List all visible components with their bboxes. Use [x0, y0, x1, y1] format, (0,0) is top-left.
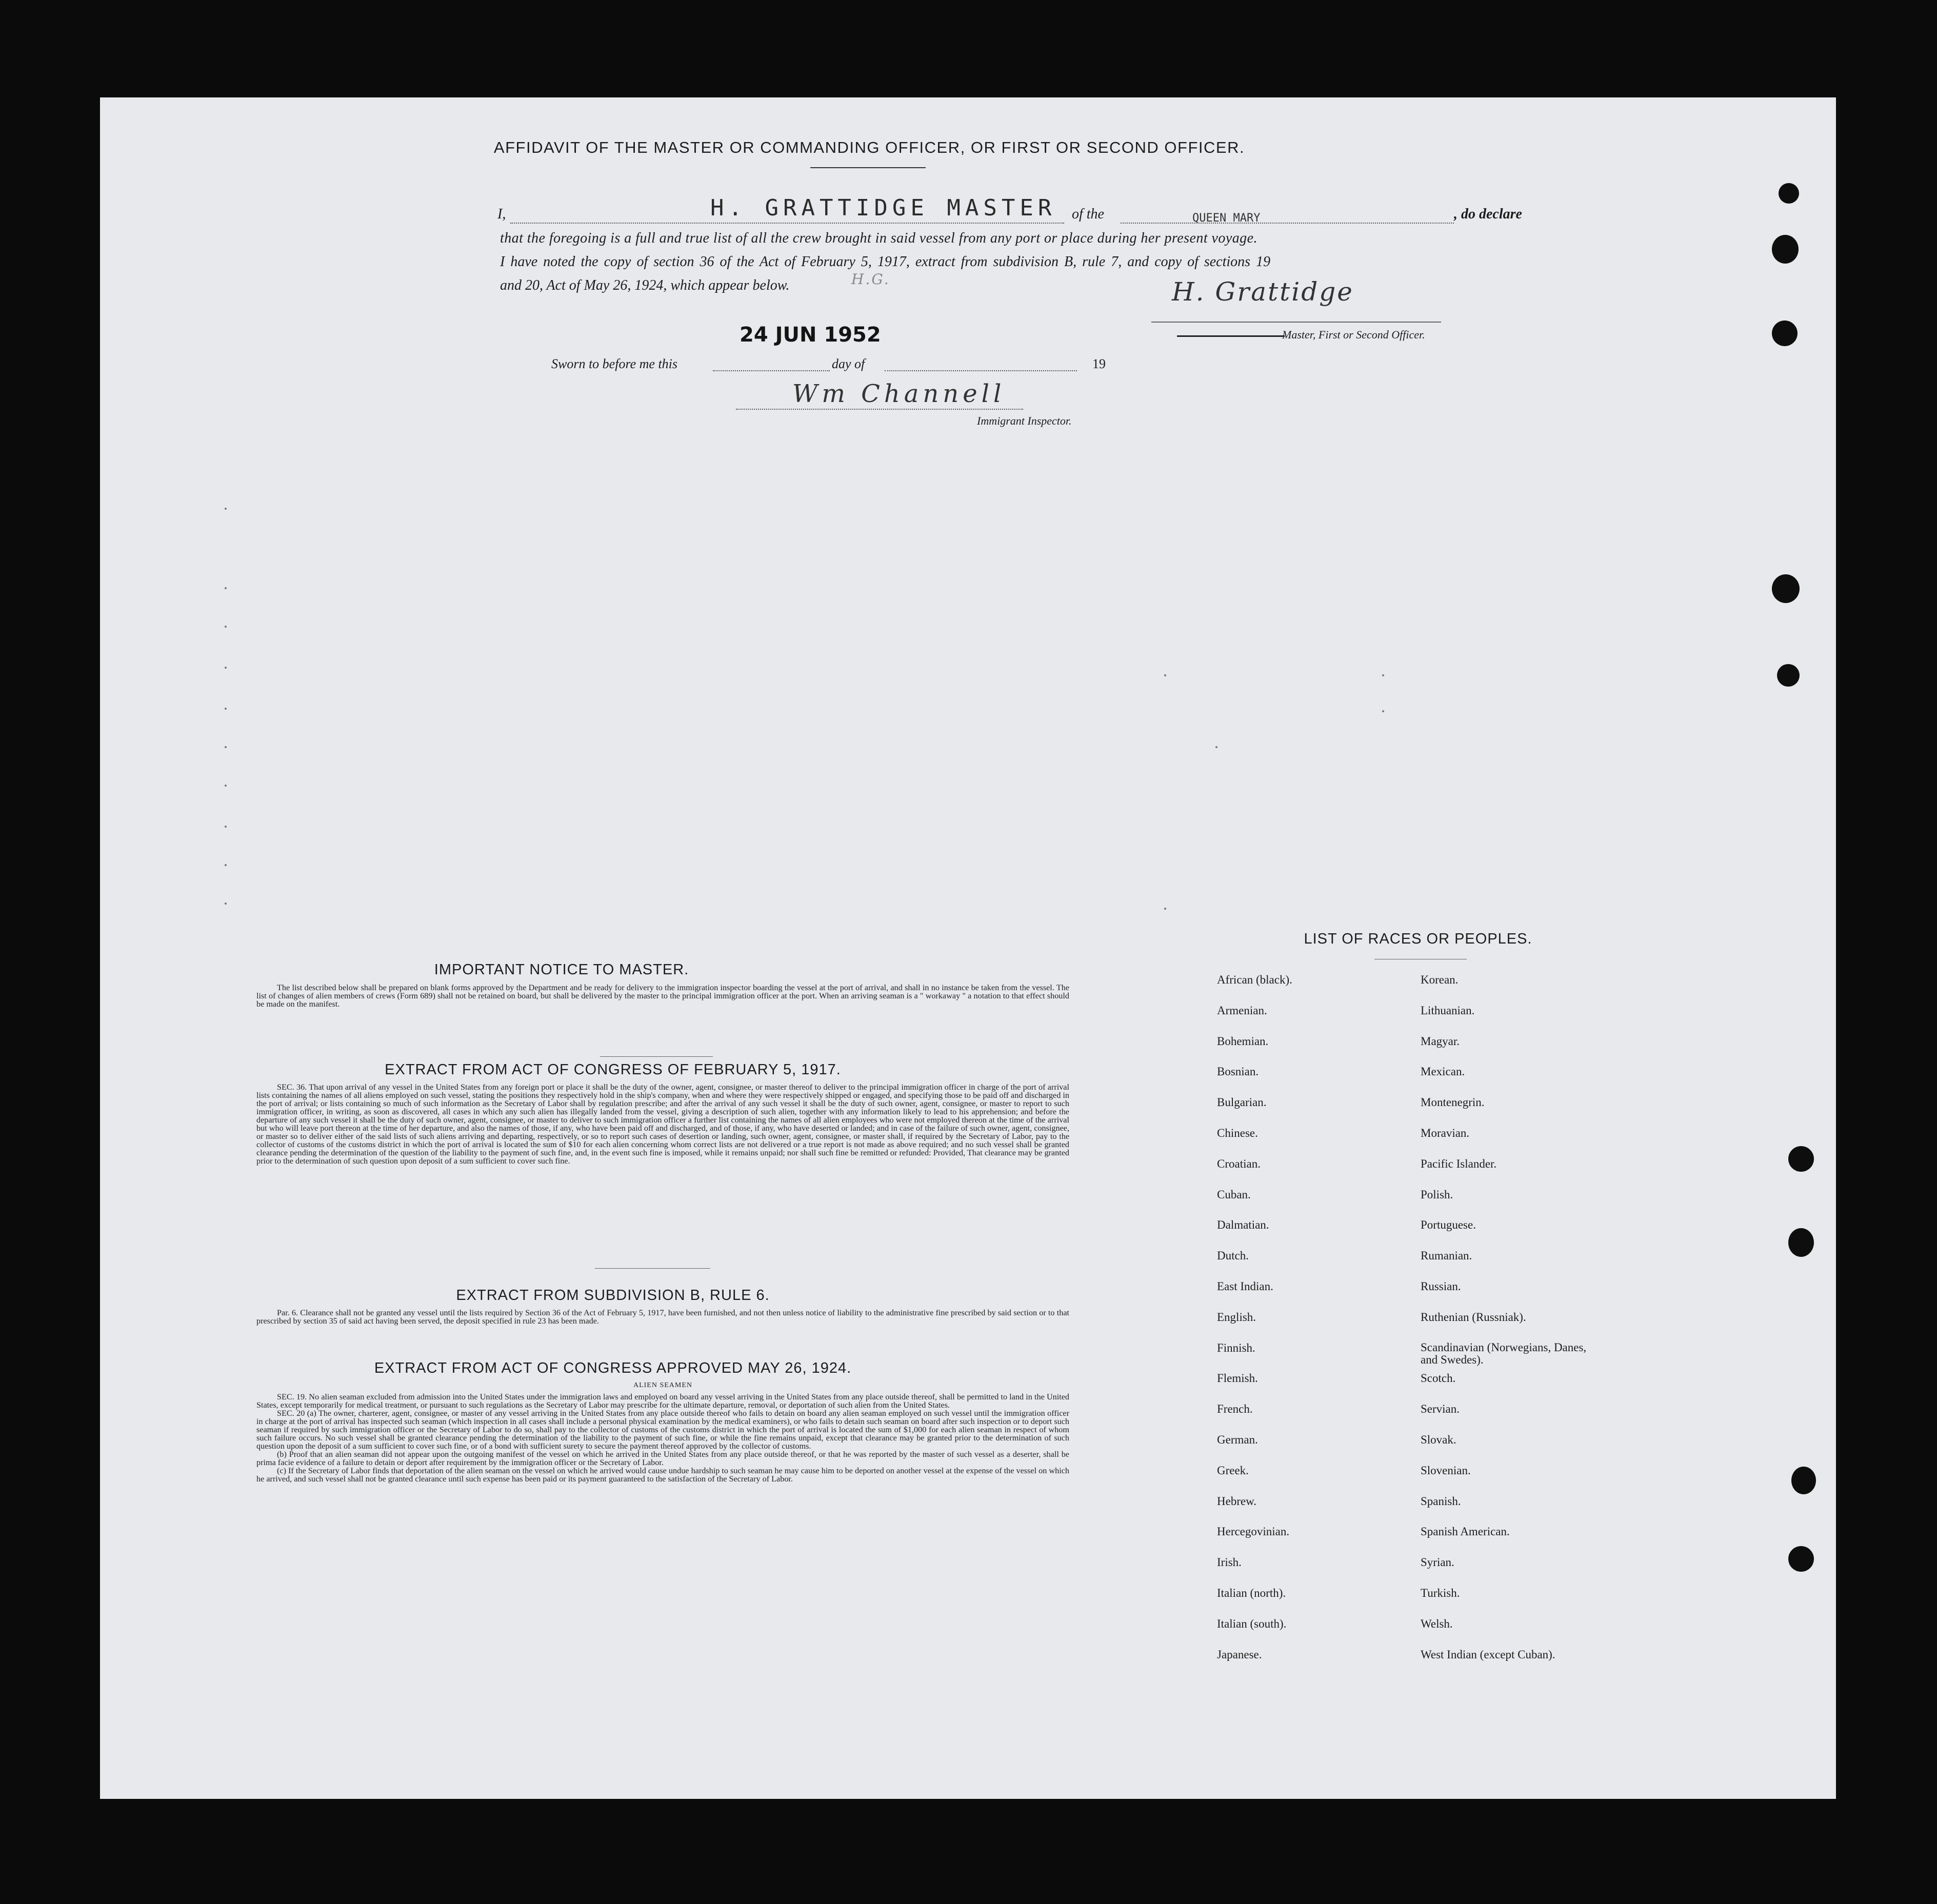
rule-6-title: EXTRACT FROM SUBDIVISION B, RULE 6. — [456, 1287, 770, 1304]
name-blank — [510, 223, 1064, 224]
rule-6-text — [256, 1309, 1069, 1325]
punch-hole — [1788, 1146, 1814, 1172]
signature-line — [1151, 322, 1441, 323]
punch-hole — [1777, 664, 1800, 687]
race-item: Ruthenian (Russniak). — [1421, 1310, 1526, 1324]
notice-text — [256, 984, 1069, 1008]
sworn-year: 19 — [1092, 356, 1106, 371]
inspector-signature: Wm Channell — [792, 379, 1006, 408]
master-label: Master, First or Second Officer. — [1282, 328, 1425, 341]
race-item: Irish. — [1217, 1556, 1242, 1569]
race-item: Magyar. — [1421, 1034, 1460, 1048]
sworn-month-blank — [885, 370, 1077, 371]
race-item: Russian. — [1421, 1279, 1461, 1293]
master-signature: H. Grattidge — [1172, 277, 1354, 307]
race-item: Portuguese. — [1421, 1218, 1476, 1232]
extract-1924-text — [256, 1379, 1069, 1483]
race-item: Scandinavian (Norwegians, Danes, and Swedes). — [1421, 1340, 1587, 1366]
race-item: Montenegrin. — [1421, 1096, 1485, 1109]
punch-hole — [1772, 235, 1799, 264]
inspector-signature-line — [736, 409, 1023, 410]
master-name-handwritten: H. GRATTIDGE MASTER — [710, 195, 1056, 221]
race-item: Polish. — [1421, 1188, 1453, 1201]
affidavit-line-2: that the foregoing is a full and true list of all the crew brought in said vessel from any port or place during her present voyage. — [500, 230, 1257, 246]
race-item: Dalmatian. — [1217, 1218, 1269, 1232]
race-item: Spanish. — [1421, 1494, 1461, 1508]
race-item: Hercegovinian. — [1217, 1525, 1290, 1538]
vessel-blank — [1121, 223, 1454, 224]
document-page — [100, 97, 1836, 1799]
races-right-column — [1421, 973, 1590, 1678]
race-item: Scotch. — [1421, 1372, 1456, 1385]
extract-1924-title: EXTRACT FROM ACT OF CONGRESS APPROVED MAY 26, 1924. — [374, 1360, 852, 1376]
sworn-text: Sworn to before me this — [551, 356, 678, 371]
section-19-paragraph: SEC. 19. No alien seaman excluded from admission into the United States under the immigration laws and employed on board any vessel arriving in the United States from any place outside thereof, shall be permitted to land in the United States, except temporarily for medical treatment, or pursuant to such regulations as the Secretary of Labor may prescribe for the ultimate departure, removal, or deportation of such alien from the United States. — [256, 1392, 1069, 1410]
section-20c-paragraph: (c) If the Secretary of Labor finds that deportation of the alien seaman on the vessel on which he arrived would cause undue hardship to such seaman he may cause him to be deported on another vessel at the expense of the vessel on which he arrived, and such vessel shall not be granted clearance until such expense has been paid or its payment guaranteed to the satisfaction of the Secretary of Labor. — [256, 1466, 1069, 1484]
initials-handwritten: H.G. — [851, 271, 890, 288]
race-item: Moravian. — [1421, 1126, 1470, 1139]
affidavit-declare: , do declare — [1454, 206, 1522, 222]
races-left-column — [1217, 973, 1292, 1678]
race-item: Slovenian. — [1421, 1464, 1471, 1477]
race-item: Dutch. — [1217, 1249, 1249, 1262]
rule-6-paragraph: Par. 6. Clearance shall not be granted any vessel until the lists required by Section 36 of the Act of February 5, 1917, have been furnished, and not then unless notice of liability to the administrative fine prescribed by said section or to that prescribed by section 35 of said act having been served, the deposit specified in rule 23 has been made. — [256, 1308, 1069, 1326]
race-item: Armenian. — [1217, 1004, 1267, 1017]
race-item: English. — [1217, 1310, 1256, 1324]
race-item: French. — [1217, 1402, 1253, 1416]
sworn-day-of: day of — [832, 356, 865, 371]
punch-hole — [1788, 1228, 1814, 1257]
race-item: Finnish. — [1217, 1341, 1255, 1354]
punch-hole — [1772, 574, 1800, 603]
race-item: East Indian. — [1217, 1279, 1273, 1293]
race-item: Slovak. — [1421, 1433, 1456, 1446]
race-item: African (black). — [1217, 973, 1292, 986]
race-item: Servian. — [1421, 1402, 1460, 1416]
race-item: Chinese. — [1217, 1126, 1258, 1139]
race-item: Japanese. — [1217, 1648, 1262, 1661]
race-item: Spanish American. — [1421, 1525, 1510, 1538]
race-item: Bohemian. — [1217, 1034, 1269, 1048]
punch-hole — [1772, 320, 1798, 346]
extract-1917-text — [256, 1083, 1069, 1165]
affidavit-of-the: of the — [1072, 206, 1104, 222]
race-item: Mexican. — [1421, 1065, 1465, 1078]
sworn-day-blank — [713, 370, 830, 371]
punch-hole — [1791, 1467, 1816, 1494]
race-item: Korean. — [1421, 973, 1459, 986]
race-item: German. — [1217, 1433, 1258, 1446]
affidavit-line-4: and 20, Act of May 26, 1924, which appear below. — [500, 277, 790, 293]
race-item: Lithuanian. — [1421, 1004, 1475, 1017]
alien-seamen-subhead: ALIEN SEAMEN — [633, 1381, 693, 1389]
race-item: Rumanian. — [1421, 1249, 1472, 1262]
punch-hole — [1779, 183, 1799, 204]
race-item: Croatian. — [1217, 1157, 1261, 1170]
race-item: Italian (south). — [1217, 1617, 1287, 1630]
date-stamp: 24 JUN 1952 — [740, 323, 881, 347]
title-underline — [810, 167, 926, 168]
strikethrough-master — [1177, 335, 1285, 337]
section-36-paragraph: SEC. 36. That upon arrival of any vessel in the United States from any foreign port or place it shall be the duty of the owner, agent, consignee, or master thereof to deliver to the principal immigration officer in charge of the port of arrival lists containing the names of all aliens employed on such vessel, stating the positions they respectively hold in the ship's company, when and where they were respectively shipped or engaged, and specifying those to be paid off and discharged in the port of arrival; or lists containing so much of such information as the Secretary of Labor shall by regulation prescribe; and after the arrival of any such vessel it shall be the duty of such owner, agent, consignee, or master to report to such immigration officer, in writing, as soon as discovered, all cases in which any such alien has illegally landed from the vessel, giving a description of such alien, together with any information likely to lead to his apprehension; and before the departure of any such vessel it shall be the duty of such owner, agent, consignee, or master to deliver to such immigration officer a further list containing the names of all alien employees who were not employed thereon at the time of the arrival but who will leave port thereon at the time of her departure, and also the names of those, if any, who have been paid off and discharged, and of those, if any, who have deserted or landed; and in case of the failure of such owner, agent, consignee, or master so to deliver either of the said lists of such aliens arriving and departing, respectively, or so to report such cases of desertion or landing, such owner, agent, consignee, or master shall, if required by the Secretary of Labor, pay to the collector of customs of the customs district in which the port of arrival is located the sum of $10 for each alien concerning whom correct lists are not delivered or a true report is not made as above required; and no such vessel shall be granted clearance pending the determination of the question of the liability to the payment of such fine, and, in the event such fine is imposed, while it remains unpaid; nor shall such fine be remitted or refunded: Provided, That clearance may be granted prior to the determination of such question upon deposit of a sum sufficient to cover such fine. — [256, 1083, 1069, 1166]
notice-paragraph: The list described below shall be prepared on blank forms approved by the Department and be ready for delivery to the immigration inspector boarding the vessel at the port of arrival, and shall in no instance be taken from the vessel. The list of changes of alien members of crews (Form 689) shall not be retained on board, but shall be delivered by the master to the principal immigration officer at the port. When an arriving seaman is a " workaway " a notation to that effect should be made on the manifest. — [256, 983, 1069, 1009]
inspector-label: Immigrant Inspector. — [977, 414, 1072, 427]
section-20b-paragraph: (b) Proof that an alien seaman did not appear upon the outgoing manifest of the vessel on which he arrived in the United States from any place outside thereof, or that he was reported by the master of such vessel as a deserter, shall be prima facie evidence of a failure to detain or deport after requirement by the immigration officer or the Secretary of Labor. — [256, 1450, 1069, 1467]
race-item: West Indian (except Cuban). — [1421, 1648, 1555, 1661]
race-item: Cuban. — [1217, 1188, 1251, 1201]
race-item: Italian (north). — [1217, 1586, 1286, 1599]
section-20a-paragraph: SEC. 20 (a) The owner, charterer, agent, consignee, or master of any vessel arriving in the United States from any place outside thereof who fails to detain on board any alien seaman employed on such vessel until the immigration officer in charge at the port of arrival has inspected such seaman (which inspection in all cases shall include a personal physical examination by the medical examiners), or who fails to detain such seaman on board after such inspection or to deport such seaman if required by such immigration officer or the Secretary of Labor to do so, shall pay to the collector of customs of the customs district in which the port of arrival is located the sum of $1,000 for each alien seaman in respect of whom such failure occurs. No such vessel shall be granted clearance pending the determination of the liability to the payment of such fine, or while the fine remains unpaid, except that clearance may be granted prior to the determination of such question upon the deposit of a sum sufficient to cover such fine, or of a bond with sufficient surety to secure the payment thereof approved by the collector of customs. — [256, 1409, 1069, 1451]
extract-1917-title: EXTRACT FROM ACT OF CONGRESS OF FEBRUARY 5, 1917. — [385, 1061, 841, 1078]
affidavit-i: I, — [497, 206, 506, 222]
race-item: Hebrew. — [1217, 1494, 1257, 1508]
affidavit-title: AFFIDAVIT OF THE MASTER OR COMMANDING OFFICER, OR FIRST OR SECOND OFFICER. — [493, 138, 1245, 156]
race-item: Pacific Islander. — [1421, 1157, 1497, 1170]
notice-title: IMPORTANT NOTICE TO MASTER. — [434, 961, 689, 978]
punch-hole — [1788, 1546, 1814, 1572]
affidavit-line-3: I have noted the copy of section 36 of the Act of February 5, 1917, extract from subdivision B, rule 7, and copy of sections 19 — [500, 254, 1271, 270]
race-item: Syrian. — [1421, 1556, 1454, 1569]
races-title: LIST OF RACES OR PEOPLES. — [1304, 931, 1532, 947]
race-item: Turkish. — [1421, 1586, 1460, 1599]
race-item: Bosnian. — [1217, 1065, 1259, 1078]
race-item: Flemish. — [1217, 1372, 1258, 1385]
vessel-name: QUEEN MARY — [1192, 212, 1261, 225]
race-item: Greek. — [1217, 1464, 1249, 1477]
race-item: Welsh. — [1421, 1617, 1453, 1630]
race-item: Bulgarian. — [1217, 1096, 1267, 1109]
